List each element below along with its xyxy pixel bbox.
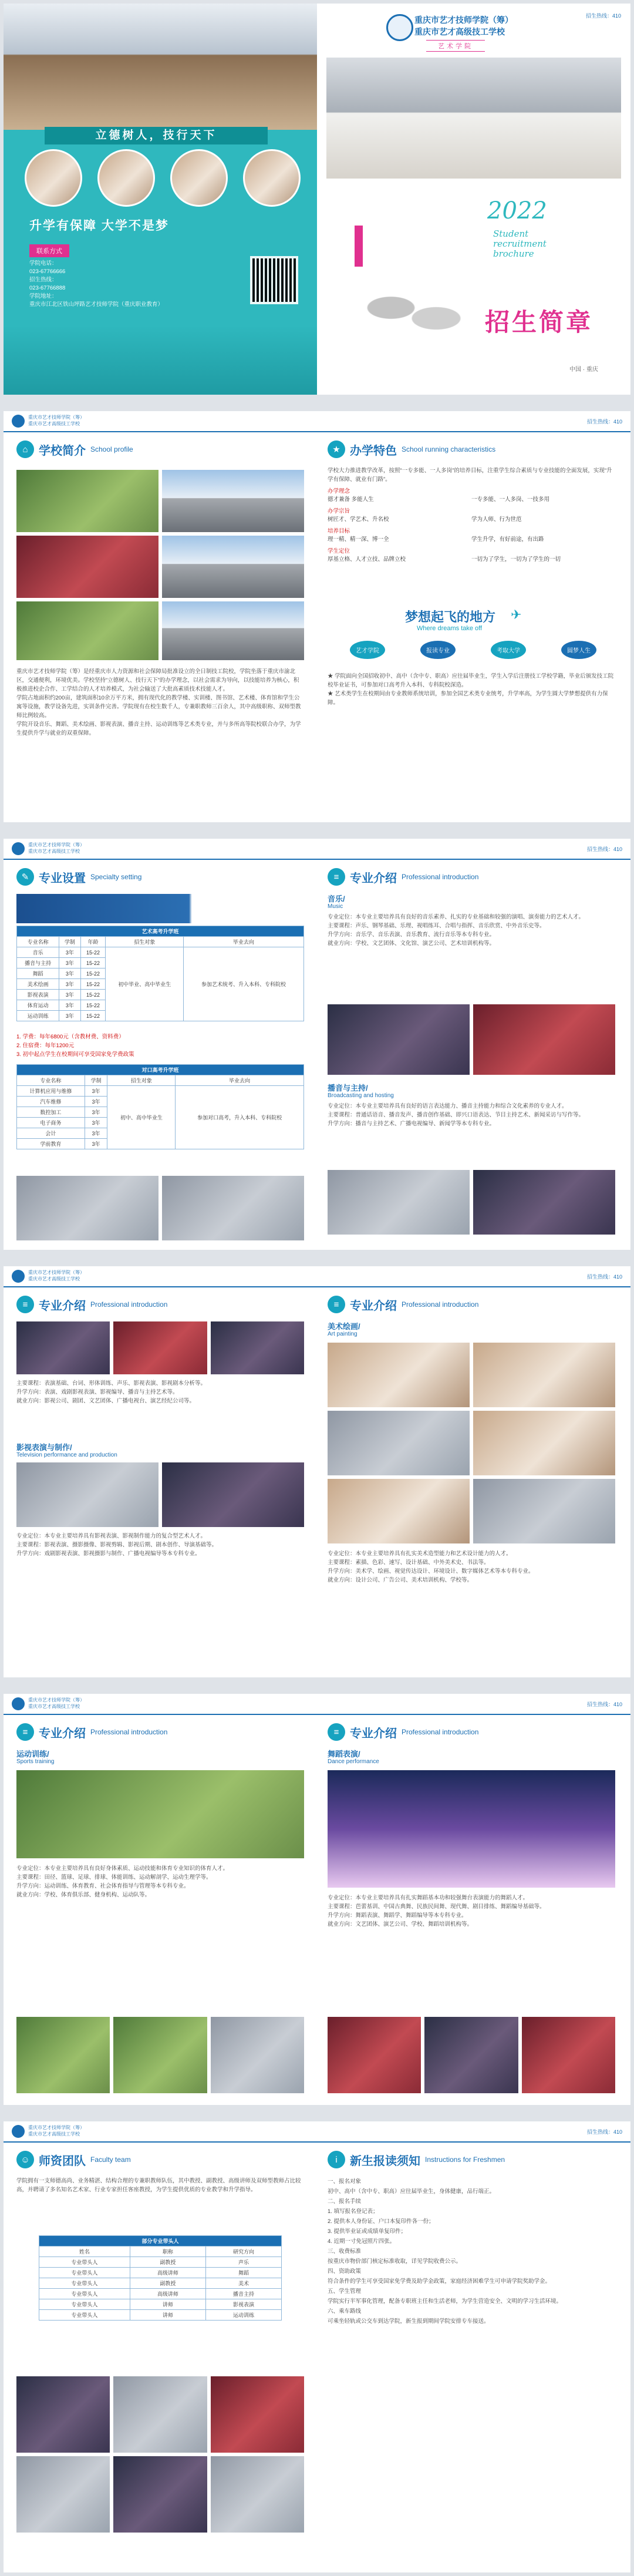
photo <box>113 1321 207 1374</box>
page-header <box>4 839 630 860</box>
school-logo <box>386 14 413 41</box>
section-title-en: Professional introduction <box>90 1300 168 1309</box>
table-row: 影视表演 3年 15-22 <box>17 990 304 1000</box>
photo <box>328 1479 470 1543</box>
banner-image <box>16 894 304 923</box>
photo <box>162 1176 304 1240</box>
section-title-en: School profile <box>90 445 133 453</box>
school-name-1: 重庆市艺才技师学院（筹） <box>414 15 513 25</box>
table-header: 姓名 职称 研究方向 <box>39 2247 282 2257</box>
dance-photos <box>328 1770 615 1888</box>
photo <box>162 470 304 532</box>
right-column <box>317 1714 630 2105</box>
broadcast-en: Broadcasting and hosting <box>328 1092 394 1099</box>
section-title <box>16 868 141 886</box>
drama-text: 主要课程：表演基础、台词、形体训练、声乐、影视表演、影视剧本分析等。 升学方向：表演、戏剧影视表演、影视编导、播音与主持艺术等。 就业方向：影视公司、剧团、文艺团体、广播电视台、演艺经纪公司等。 <box>16 1380 207 1404</box>
photo <box>16 1462 158 1527</box>
page-header <box>4 411 630 432</box>
dance-title: 舞蹈表演/ <box>328 1750 360 1758</box>
freshmen-text: 一、报名对象 初中、高中（含中专、职高）应往届毕业生，身体健康，品行端正。 二、报名手续 1. 填写报名登记表； 2. 提供本人身份证、户口本复印件各一份； 3. 提供毕业证或成绩单复印件； 4. 近期一寸免冠照片四张。 三、收费标准 按重庆市物价部门核定标准收取，详见学院收费公示。 四、资助政策 符合条件的学生可享受国家免学费及助学金政策，家庭经济困难学生可申请学院奖助学金。 五、学生管理 学院实行半军事化管理，配备专职班主任和生活老师，为学生营造安全、文明的学习生活环境。 六、乘车路线 可乘坐轻轨或公交车到达学院，新生报到期间学院安排专车接送。 <box>328 2178 562 2325</box>
art-photos <box>328 1479 615 1543</box>
photo <box>162 536 304 598</box>
left-column <box>4 859 317 1250</box>
photo <box>211 2017 304 2093</box>
page-header <box>4 1266 630 1287</box>
broadcast-text: 专业定位：本专业主要培养具有良好的语言表达能力、播音主持能力和综合文化素养的专业人才。 主要课程：普通话语音、播音发声、播音创作基础、即兴口语表达、节目主持艺术、新闻采访与写作等。 升学方向：播音与主持艺术、广播电视编导、新闻学等本专科专业。 <box>328 1103 585 1127</box>
list-icon: ≡ <box>328 1723 345 1741</box>
feature-intro: 学校大力推进教学改革，按照“一专多能、一人多岗”的培养目标，注重学生综合素质与专业技能的全面发展，实现“升学有保障、就业有门路”。 <box>328 468 612 483</box>
left-column <box>4 1286 317 1677</box>
plane-icon: ✈ <box>511 607 522 622</box>
hotline-label: 招生热线：410 <box>586 1274 622 1280</box>
photo <box>113 2017 207 2093</box>
class-photos <box>16 1176 304 1240</box>
photo <box>16 536 158 598</box>
school-logo <box>12 1270 25 1283</box>
cover-left-panel <box>4 4 317 395</box>
page-header <box>4 2121 630 2143</box>
photo <box>16 1321 110 1374</box>
section-title-en: Specialty setting <box>90 873 142 881</box>
photo <box>113 2376 207 2453</box>
music-text: 专业定位：本专业主要培养具有良好的音乐素养、扎实的专业基础和较强的演唱、演奏能力的艺术人才。 主要课程：声乐、钢琴基础、乐理、视唱练耳、合唱与指挥、音乐欣赏、中外音乐史等。 升学方向：音乐学、音乐表演、音乐教育、流行音乐等本专科专业。 就业方向：学校、文艺团体、文化馆、演艺公司、艺术培训机构等。 <box>328 914 585 947</box>
photo <box>16 1770 304 1858</box>
star-icon: ★ <box>328 440 345 458</box>
photo <box>473 1479 615 1543</box>
table-row: 计算机应用与维修 3年 初中、高中毕业生 参加对口高考，升入本科、专科院校 <box>17 1086 304 1097</box>
exam-class-table <box>16 1064 304 1149</box>
avatar <box>97 149 155 207</box>
table-row: 舞蹈 3年 15-22 <box>17 968 304 979</box>
school-icon: ⌂ <box>16 440 34 458</box>
page-intro-2 <box>4 1266 630 1677</box>
table-row: 专业带头人 副教授 美术 <box>39 2278 282 2289</box>
list-icon: ≡ <box>328 1296 345 1313</box>
table-row: 会计 3年 <box>17 1128 304 1139</box>
section-title <box>328 1723 478 1741</box>
avatar <box>243 149 301 207</box>
english-title <box>493 229 547 259</box>
table-title: 部分专业带头人 <box>39 2236 282 2247</box>
film-text: 专业定位：本专业主要培养具有影视表演、影视制作能力的复合型艺术人才。 主要课程：影视表演、摄影摄像、影视剪辑、影视后期、剧本创作、导演基础等。 升学方向：戏剧影视表演、影视摄影与制作、广播电视编导等本专科专业。 <box>16 1533 218 1557</box>
contact-line: 重庆市江北区铁山坪路艺才技师学院（重庆职业教育） <box>29 301 164 308</box>
photo <box>16 601 158 660</box>
photo <box>473 1170 615 1235</box>
dream-title: 梦想起飞的地方 <box>405 610 496 624</box>
photo <box>473 1004 615 1075</box>
school-logo <box>12 1697 25 1710</box>
hotline-label: 招生热线：410 <box>586 1701 622 1707</box>
left-column <box>4 431 317 822</box>
section-title-zh: 专业介绍 <box>350 1727 397 1740</box>
en-line: recruitment <box>493 238 547 249</box>
right-column <box>317 2141 630 2572</box>
dance-en: Dance performance <box>328 1758 379 1765</box>
contact-lines <box>29 260 223 309</box>
table-row: 电子商务 3年 <box>17 1118 304 1128</box>
table-row: 专业带头人 高级讲师 播音主持 <box>39 2289 282 2299</box>
qr-code <box>250 256 298 304</box>
feature-item: 学生定位 厚基立格、人才立技、品牌立校 一切为了学生，一切为了学生的一切 <box>328 548 561 563</box>
hotline-label: 招生热线：410 <box>585 13 621 19</box>
profile-text: 重庆市艺才技师学院（筹）是经重庆市人力资源和社会保障局批准设立的全日制技工院校，学院坐落于重庆市渝北区，交通便利，环境优美。学校坚持“立德树人、技行天下”的办学理念，以社会需求为导向，以技能培养为核心，积极推进校企合作、工学结合的人才培养模式，为社会输送了大批高素质技术技能人才。 学院占地面积约200亩，建筑面积10余万平方米，拥有现代化的教学楼、实训楼、图书馆、艺术楼、体育馆和学生公寓等设施，教学设备先进，实训条件完善。学院现有在校生数千人，专兼职教师三百余人，其中高级职称、双师型教师比例较高。 学院开设音乐、舞蹈、美术绘画、影视表演、播音主持、运动训练等艺术类专业，并与多所高等院校联合办学，为学生提供升学与就业的双重保障。 <box>16 668 301 737</box>
page-specialty <box>4 839 630 1250</box>
photo <box>328 1343 470 1407</box>
section-title-zh: 专业设置 <box>39 872 86 885</box>
faculty-photos <box>16 2456 304 2533</box>
campus-photos <box>16 470 304 532</box>
pink-bar <box>355 226 363 267</box>
avatar <box>170 149 228 207</box>
section-title-en: Professional introduction <box>402 873 479 881</box>
jumping-students <box>352 280 481 350</box>
avatar <box>25 149 82 207</box>
right-column <box>317 1286 630 1677</box>
photo <box>16 2456 110 2533</box>
section-title <box>16 1296 167 1313</box>
section-title-zh: 专业介绍 <box>350 872 397 885</box>
teacher-avatars <box>25 149 301 203</box>
photo <box>522 2017 615 2093</box>
info-icon: i <box>328 2151 345 2168</box>
right-column <box>317 431 630 822</box>
section-title <box>328 868 478 886</box>
section-title-zh: 办学特色 <box>350 444 397 458</box>
feature-item: 办学理念 德才兼备 多能人生 一专多能、一人多岗、一技多用 <box>328 488 550 503</box>
art-photos <box>328 1411 615 1475</box>
page-faculty <box>4 2121 630 2572</box>
table-row: 播音与主持 3年 15-22 <box>17 958 304 968</box>
team-text: 学院拥有一支师德高尚、业务精湛、结构合理的专兼职教师队伍，其中教授、副教授、高级讲师及双师型教师占比较高，并聘请了多名知名艺术家、行业专家担任客座教授，为学生提供优质的专业教学和升学指导。 <box>16 2178 301 2193</box>
campus-photos <box>16 536 304 598</box>
sport-en: Sports training <box>16 1758 55 1765</box>
section-title-zh: 学校简介 <box>39 444 86 458</box>
photo <box>328 1411 470 1475</box>
dream-en: Where dreams take off <box>417 625 483 632</box>
performance-photos <box>16 1321 304 1374</box>
photo <box>473 1411 615 1475</box>
table-title: 艺术高考升学班 <box>17 926 304 937</box>
slogan-banner: 立德树人，技行天下 <box>45 127 268 144</box>
dept-label: 艺术学院 <box>426 40 485 52</box>
dance-text: 专业定位：本专业主要培养具有扎实舞蹈基本功和较强舞台表演能力的舞蹈人才。 主要课程：芭蕾基训、中国古典舞、民族民间舞、现代舞、剧目排练、舞蹈编导基础等。 升学方向：舞蹈表演、舞蹈学、舞蹈编导等本专科专业。 就业方向：文艺团体、演艺公司、学校、舞蹈培训机构等。 <box>328 1895 545 1928</box>
table-row: 学前教育 3年 <box>17 1139 304 1149</box>
table-header: 专业名称 学制 年龄 招生对象 毕业去向 <box>17 937 304 947</box>
school-name: 重庆市艺才技师学院（筹） 重庆市艺才高级技工学校 <box>28 1697 85 1709</box>
photo <box>211 2376 304 2453</box>
art-text: 专业定位：本专业主要培养具有扎实美术造型能力和艺术设计能力的人才。 主要课程：素描、色彩、速写、设计基础、中外美术史、书法等。 升学方向：美术学、绘画、视觉传达设计、环境设计、数字媒体艺术等本专科专业。 就业方向：设计公司、广告公司、美术培训机构、学校等。 <box>328 1551 534 1583</box>
page-intro-3 <box>4 1694 630 2105</box>
art-en: Art painting <box>328 1331 358 1337</box>
music-title: 音乐/ <box>328 894 345 903</box>
cover-footer-bar <box>4 325 317 395</box>
film-photos <box>16 1462 304 1527</box>
table-row: 专业带头人 副教授 声乐 <box>39 2257 282 2268</box>
section-title-en: Faculty team <box>90 2155 131 2164</box>
list-icon: ≡ <box>328 868 345 886</box>
contact-line: 023-67766888 <box>29 285 66 291</box>
section-title <box>16 440 133 458</box>
page-profile <box>4 411 630 822</box>
photo <box>16 470 158 532</box>
photo <box>328 1004 470 1075</box>
people-icon: ☺ <box>16 2151 34 2168</box>
contact-title: 联系方式 <box>29 244 69 257</box>
faculty-table <box>39 2235 282 2321</box>
film-en: Television performance and production <box>16 1452 117 1458</box>
table-row: 汽车维修 3年 <box>17 1097 304 1107</box>
broadcast-photos <box>328 1170 615 1235</box>
section-title <box>328 1296 478 1313</box>
art-title: 美术绘画/ <box>328 1322 360 1331</box>
flow-node: 报读专业 <box>420 641 456 659</box>
campus-photos <box>16 601 304 660</box>
hotline-label: 招生热线：410 <box>586 2129 622 2135</box>
section-title-zh: 专业介绍 <box>39 1299 86 1313</box>
table-row: 音乐 3年 15-22 初中毕业、高中毕业生 参加艺术统考、升入本科、专科院校 <box>17 947 304 958</box>
photo <box>328 2017 421 2093</box>
left-column <box>4 2141 317 2572</box>
table-header: 专业名称 学制 招生对象 毕业去向 <box>17 1075 304 1086</box>
feature-grid <box>328 487 615 564</box>
dream-text: ★ 学院面向全国招收初中、高中（含中专、职高）应往届毕业生，学生入学后注册技工学校学籍，毕业后颁发技工院校毕业证书，可参加对口高考升入本科、专科院校深造。 ★ 艺术类学生在校期间由专业教师系统培训，参加全国艺术类专业统考，升学率高，为学生圆大学梦想提供有力保障。 <box>328 673 614 706</box>
library-photo <box>4 4 317 130</box>
photo <box>162 1462 304 1527</box>
section-title-zh: 师资团队 <box>39 2154 86 2168</box>
classroom-photo <box>326 58 621 179</box>
table-row: 数控加工 3年 <box>17 1107 304 1118</box>
school-name: 重庆市艺才技师学院（筹） 重庆市艺才高级技工学校 <box>28 2125 85 2137</box>
school-logo <box>12 2125 25 2138</box>
art-class-table <box>16 926 304 1021</box>
section-title <box>328 440 495 458</box>
sport-photos <box>16 1770 304 1858</box>
flow-node: 考取大学 <box>491 641 526 659</box>
school-name-2: 重庆市艺才高级技工学校 <box>414 27 505 36</box>
section-title-zh: 专业介绍 <box>350 1299 397 1313</box>
film-title: 影视表演与制作/ <box>16 1443 72 1452</box>
photo <box>16 1176 158 1240</box>
photo <box>211 2456 304 2533</box>
art-photos <box>328 1343 615 1407</box>
hotline-label: 招生热线：410 <box>586 419 622 425</box>
school-name: 重庆市艺才技师学院（筹） 重庆市艺才高级技工学校 <box>28 415 85 426</box>
list-icon: ≡ <box>16 1723 34 1741</box>
photo <box>328 1170 470 1235</box>
feature-item: 办学宗旨 树匠才、学艺术、升名校 学为人师、行为世范 <box>328 508 522 523</box>
section-title <box>16 1723 167 1741</box>
table-row: 专业带头人 讲师 运动训练 <box>39 2310 282 2321</box>
flow-node: 圆梦人生 <box>561 641 596 659</box>
photo <box>113 2456 207 2533</box>
dream-flow <box>350 638 596 661</box>
cover-page <box>4 4 630 395</box>
en-line: Student <box>493 228 529 239</box>
section-title-en: School running characteristics <box>402 445 496 453</box>
school-logo <box>12 842 25 855</box>
flow-node: 艺才学院 <box>350 641 385 659</box>
photo <box>16 2017 110 2093</box>
sport-photos <box>16 2017 304 2093</box>
brochure-title: 招生简章 <box>485 308 593 337</box>
sport-title: 运动训练/ <box>16 1750 49 1758</box>
contact-line: 023-67766666 <box>29 268 66 275</box>
section-title-zh: 专业介绍 <box>39 1727 86 1740</box>
faculty-photos <box>16 2376 304 2453</box>
contact-line: 招生热线： <box>29 277 58 283</box>
en-line: brochure <box>493 248 534 259</box>
photo <box>16 2376 110 2453</box>
section-title-en: Professional introduction <box>402 1728 479 1736</box>
hotline-label: 招生热线：410 <box>586 846 622 852</box>
contact-line: 学院地址： <box>29 293 58 300</box>
fees-text: 1. 学费：每年6800元（含教材费、资料费） 2. 住宿费：每年1200元 3. 初中起点学生在校期间可享受国家免学费政策 <box>16 1034 134 1058</box>
table-title: 对口高考升学班 <box>17 1065 304 1075</box>
sport-text: 专业定位：本专业主要培养具有良好身体素质、运动技能和体育专业知识的体育人才。 主要课程：田径、篮球、足球、排球、体能训练、运动解剖学、运动生理学等。 升学方向：运动训练、体育教育、社会体育指导与管理等本专科专业。 就业方向：学校、体育俱乐部、健身机构、运动队等。 <box>16 1865 229 1898</box>
section-title <box>16 2151 131 2168</box>
table-row: 专业带头人 高级讲师 舞蹈 <box>39 2268 282 2278</box>
school-logo <box>12 415 25 428</box>
school-name: 重庆市艺才技师学院（筹） 重庆市艺才高级技工学校 <box>28 1270 85 1282</box>
table-row: 运动训练 3年 15-22 <box>17 1011 304 1021</box>
photo <box>328 1770 615 1888</box>
photo <box>473 1343 615 1407</box>
section-title-zh: 新生报读须知 <box>350 2154 420 2168</box>
page-header <box>4 1694 630 1715</box>
location-text: 中国 · 重庆 <box>569 366 598 373</box>
dance-photos <box>328 2017 615 2093</box>
photo <box>211 1321 304 1374</box>
section-title-en: Instructions for Freshmen <box>425 2155 505 2164</box>
feature-item: 培养目标 理一精、精一深、博一全 学生升学，有好前途，有出路 <box>328 528 544 543</box>
table-row: 体育运动 3年 15-22 <box>17 1000 304 1011</box>
photo <box>424 2017 518 2093</box>
music-en: Music <box>328 903 343 910</box>
section-title-en: Professional introduction <box>90 1728 168 1736</box>
left-column <box>4 1714 317 2105</box>
section-title <box>328 2151 505 2168</box>
school-name: 重庆市艺才技师学院（筹） 重庆市艺才高级技工学校 <box>28 842 85 854</box>
music-photos <box>328 1004 615 1075</box>
book-icon: ✎ <box>16 868 34 886</box>
broadcast-title: 播音与主持/ <box>328 1084 368 1092</box>
year-text: 2022 <box>487 197 547 224</box>
right-column <box>317 859 630 1250</box>
contact-line: 学院电话： <box>29 260 58 267</box>
photo <box>162 601 304 660</box>
list-icon: ≡ <box>16 1296 34 1313</box>
promise-text: 升学有保障 大学不是梦 <box>29 219 169 233</box>
table-row: 专业带头人 讲师 影视表演 <box>39 2299 282 2310</box>
section-title-en: Professional introduction <box>402 1300 479 1309</box>
cover-right-panel <box>317 4 630 395</box>
table-row: 美术绘画 3年 15-22 <box>17 979 304 990</box>
